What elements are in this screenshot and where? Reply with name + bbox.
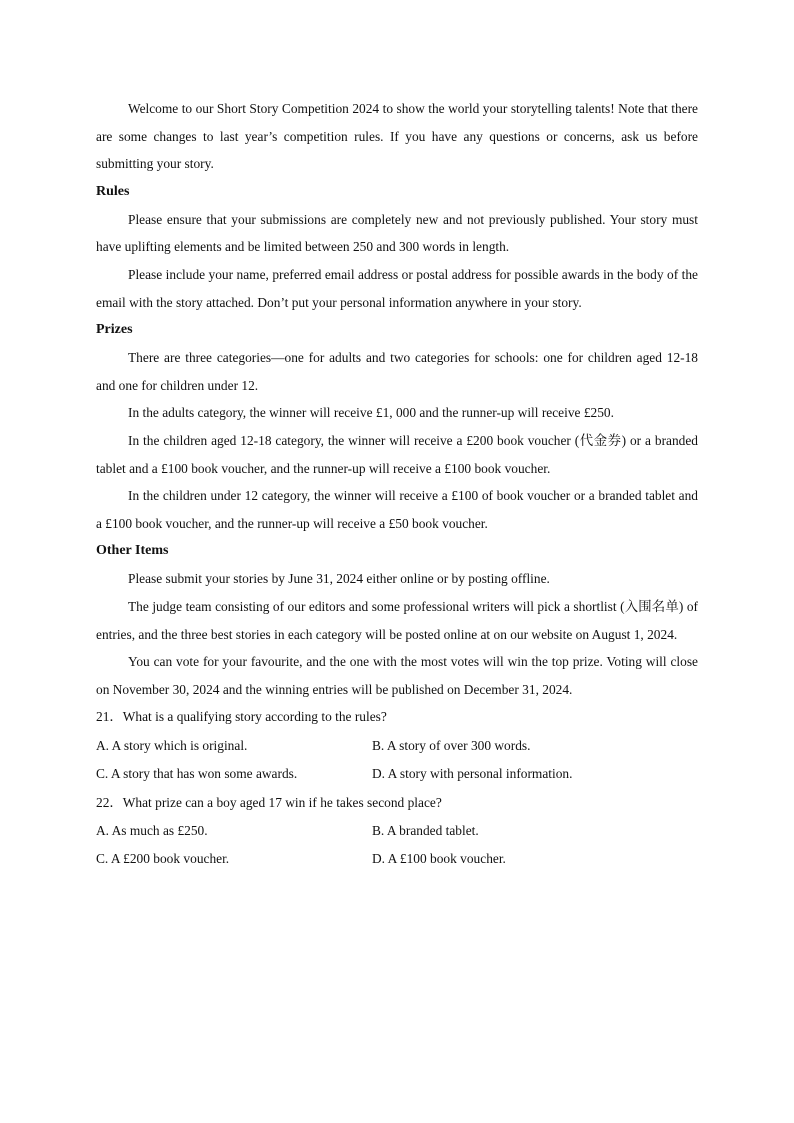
question-22-options — [96, 817, 698, 873]
prizes-heading: Prizes — [96, 322, 133, 338]
question-21-options — [96, 732, 698, 788]
question-21-option-d: D. A story with personal information. — [372, 765, 573, 781]
prizes-paragraph-4: In the children under 12 category, the winner will receive a £100 of book voucher or a branded tablet and a £100 book voucher, and the runner-up will receive a £50 book voucher. — [96, 488, 698, 531]
rules-paragraph-1: Please ensure that your submissions are completely new and not previously published. Your story must have uplifting elements and be limited between 250 and 300 words in length. — [96, 211, 698, 255]
prizes-paragraph-1: There are three categories—one for adults and two categories for schools: one for children aged 12-18 and one for children under 12. — [96, 350, 698, 393]
question-22-option-a: A. As much as £250. — [96, 823, 208, 839]
question-22-option-c: C. A £200 book voucher. — [96, 851, 230, 867]
question-22-stem: 22．What prize can a boy aged 17 win if he takes second place? — [96, 794, 442, 810]
document-page — [96, 95, 698, 874]
prizes-paragraph-3: In the children aged 12-18 category, the winner will receive a £200 book voucher (代金券) or a branded tablet and a £100 book voucher, and the runner-up will receive a £100 book voucher. — [96, 432, 698, 476]
question-22-option-b: B. A branded tablet. — [372, 823, 479, 839]
other-paragraph-2: The judge team consisting of our editors and some professional writers will pick a shortlist (入围名单) of entries, and the three best stories in each category will be posted online at on our website on August 1, 2024. — [96, 598, 698, 642]
rules-heading: Rules — [96, 183, 130, 199]
question-21-option-b: B. A story of over 300 words. — [372, 737, 531, 753]
question-22-option-d: D. A £100 book voucher. — [372, 851, 506, 867]
question-21-option-a: A. A story which is original. — [96, 737, 248, 753]
other-items-heading: Other Items — [96, 543, 169, 559]
question-21-stem: 21．What is a qualifying story according to the rules? — [96, 709, 387, 725]
prizes-paragraph-2: In the adults category, the winner will receive £1, 000 and the runner-up will receive £250. — [128, 405, 614, 421]
other-paragraph-3: You can vote for your favourite, and the one with the most votes will win the top prize. Voting will close on November 30, 2024 and the winning entries will be published on December 31, 2024. — [96, 654, 698, 697]
rules-paragraph-2: Please include your name, preferred email address or postal address for possible awards in the body of the email with the story attached. Don’t put your personal information anywhere in your story. — [96, 266, 698, 310]
other-paragraph-1: Please submit your stories by June 31, 2024 either online or by posting offline. — [128, 571, 550, 587]
question-21-option-c: C. A story that has won some awards. — [96, 765, 298, 781]
intro-paragraph: Welcome to our Short Story Competition 2024 to show the world your storytelling talents! Note that there are some changes to last year’s competition rules. If you have any questions or concerns, ask us before submitting your story. — [96, 101, 698, 172]
